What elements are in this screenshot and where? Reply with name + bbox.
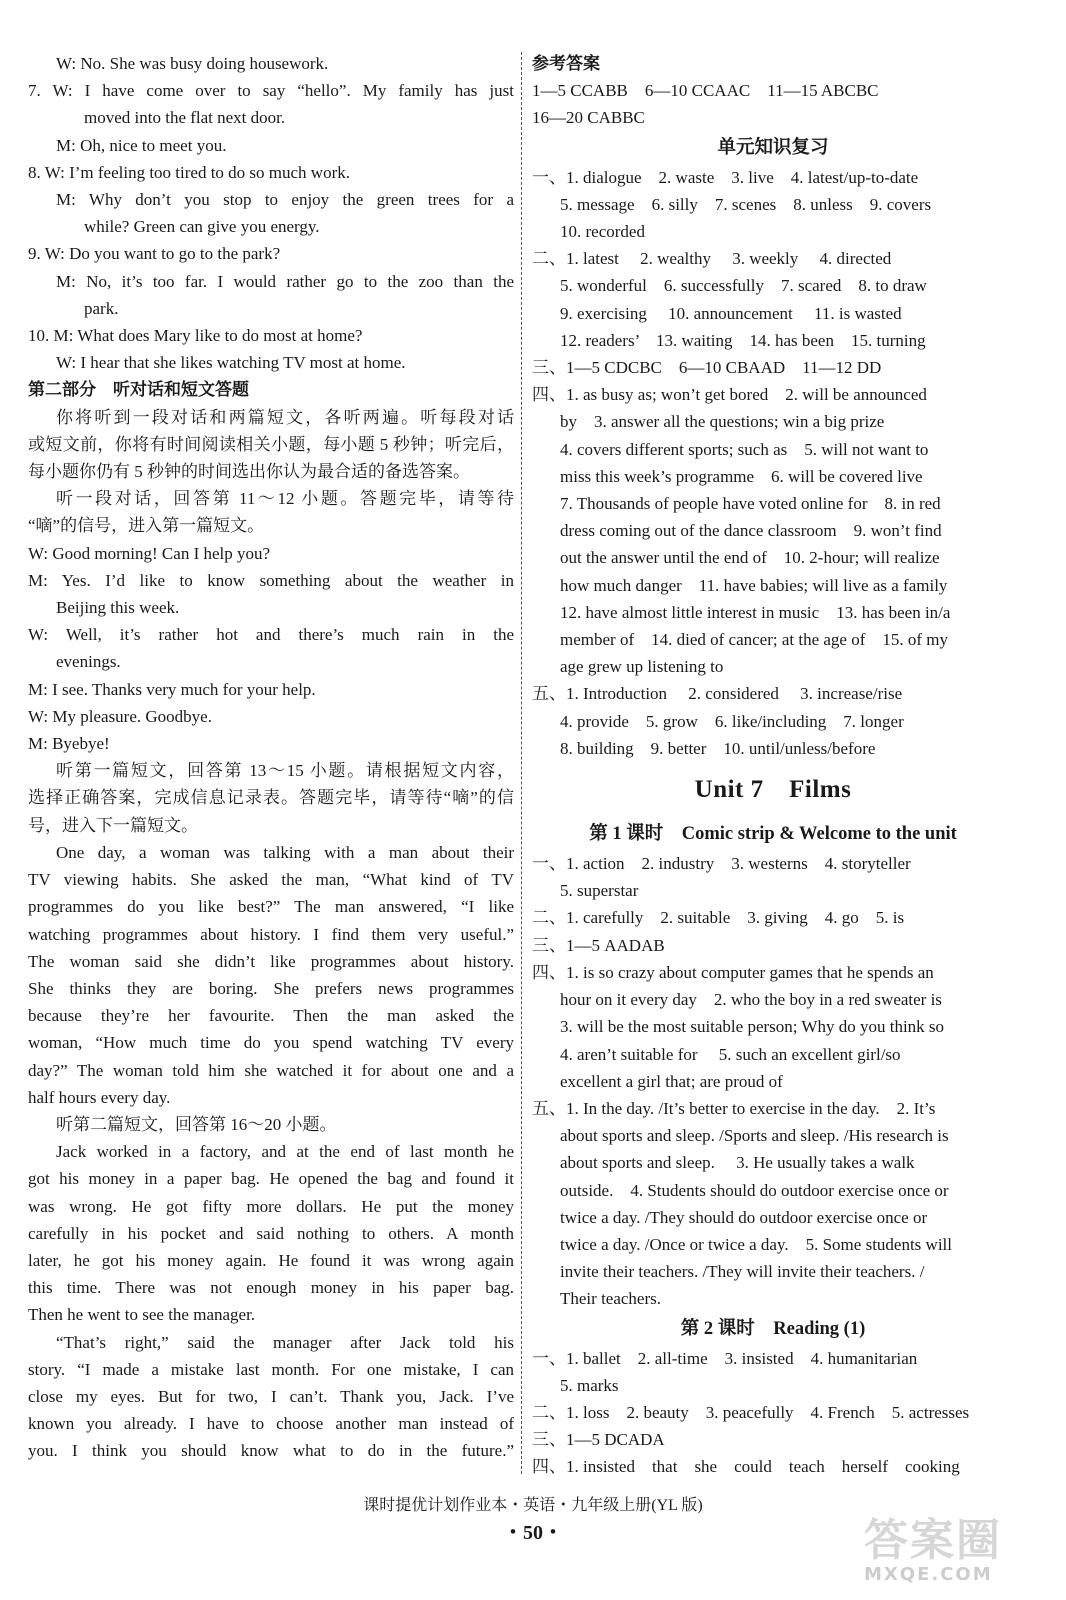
text-line: 你将听到一段对话和两篇短文，各听两遍。听每段对话 bbox=[56, 407, 514, 427]
text-line: W: I hear that she likes watching TV most at home. bbox=[56, 353, 406, 373]
text-line: watching programmes about history. I find them very useful.” bbox=[28, 924, 514, 944]
text-line: outside. 4. Students should do outdoor exercise once or bbox=[560, 1180, 949, 1200]
text-line: W: Well, it’s rather hot and there’s much rain in the bbox=[28, 625, 514, 645]
text-line: 第二部分 听对话和短文答题 bbox=[28, 380, 249, 400]
text-line: because they’re her favourite. Then the man asked the bbox=[28, 1006, 514, 1026]
text-line: woman, “How much time do you spend watching TV every bbox=[28, 1033, 514, 1053]
text-line: 三、1—5 DCADA bbox=[532, 1430, 665, 1450]
text-line: known you already. I have to choose another man instead of bbox=[28, 1414, 514, 1434]
text-line: miss this week’s programme 6. will be covered live bbox=[560, 466, 923, 486]
text-line: 二、1. carefully 2. suitable 3. giving 4. go 5. is bbox=[532, 908, 905, 928]
text-line: 三、1—5 CDCBC 6—10 CBAAD 11—12 DD bbox=[532, 358, 882, 378]
text-line: 1—5 CCABB 6—10 CCAAC 11—15 ABCBC bbox=[532, 81, 879, 101]
text-line: 8. building 9. better 10. until/unless/before bbox=[560, 738, 876, 758]
text-line: 三、1—5 AADAB bbox=[532, 935, 665, 955]
text-line: 12. have almost little interest in music 13. has been in/a bbox=[560, 602, 951, 622]
text-line: M: I see. Thanks very much for your help. bbox=[28, 679, 316, 699]
text-line: programmes do you like best?” The man answered, “I like bbox=[28, 897, 514, 917]
text-line: 4. provide 5. grow 6. like/including 7. longer bbox=[560, 711, 904, 731]
text-line: 12. readers’ 13. waiting 14. has been 15. turning bbox=[560, 330, 926, 350]
text-line: moved into the flat next door. bbox=[84, 108, 286, 128]
text-line: about sports and sleep. /Sports and sleep. /His research is bbox=[560, 1126, 949, 1146]
text-line: One day, a woman was talking with a man about their bbox=[56, 842, 514, 862]
text-line: excellent a girl that; are proud of bbox=[560, 1071, 783, 1091]
text-line: twice a day. /Once or twice a day. 5. Some students will bbox=[560, 1234, 952, 1254]
text-line: Jack worked in a factory, and at the end of last month he bbox=[56, 1142, 514, 1162]
page-number: ・50・ bbox=[503, 1522, 563, 1544]
text-line: 或短文前，你将有时间阅读相关小题，每小题 5 秒钟；听完后， bbox=[28, 434, 514, 454]
watermark-logo bbox=[864, 1515, 1054, 1592]
text-line: hour on it every day 2. who the boy in a red sweater is bbox=[560, 990, 942, 1010]
text-line: member of 14. died of cancer; at the age of 15. of my bbox=[560, 630, 949, 650]
text-line: The woman said she didn’t like programmes about history. bbox=[28, 951, 514, 971]
text-line: 第 2 课时 Reading (1) bbox=[680, 1318, 866, 1339]
right-column bbox=[532, 50, 1014, 1481]
text-line: W: Good morning! Can I help you? bbox=[28, 543, 271, 563]
text-line: 一、1. action 2. industry 3. westerns 4. storyteller bbox=[532, 854, 911, 874]
text-line: 16—20 CABBC bbox=[532, 108, 645, 128]
text-line: 5. message 6. silly 7. scenes 8. unless 9. covers bbox=[560, 194, 932, 214]
text-line: 9. exercising 10. announcement 11. is wasted bbox=[560, 303, 902, 323]
text-line: She thinks they are boring. She prefers news programmes bbox=[28, 978, 514, 998]
text-line: while? Green can give you energy. bbox=[84, 217, 320, 237]
text-line: 8. W: I’m feeling too tired to do so much work. bbox=[28, 162, 350, 182]
text-line: invite their teachers. /They will invite their teachers. / bbox=[560, 1262, 925, 1282]
text-line: 二、1. loss 2. beauty 3. peacefully 4. French 5. actresses bbox=[532, 1402, 970, 1422]
text-line: evenings. bbox=[56, 652, 121, 672]
text-line: 听第一篇短文，回答第 13～15 小题。请根据短文内容， bbox=[56, 761, 514, 781]
text-line: 4. covers different sports; such as 5. will not want to bbox=[560, 439, 929, 459]
text-line: Their teachers. bbox=[560, 1289, 661, 1309]
text-line: later, he got his money again. He found it was wrong again bbox=[28, 1250, 514, 1270]
text-line: M: No, it’s too far. I would rather go to the zoo than the bbox=[56, 271, 514, 291]
text-line: by 3. answer all the questions; win a big prize bbox=[560, 412, 885, 432]
text-line: got his money in a paper bag. He opened the bag and found it bbox=[28, 1169, 514, 1189]
text-line: 听第二篇短文，回答第 16～20 小题。 bbox=[56, 1114, 337, 1134]
text-line: was wrong. He got fifty more dollars. He put the money bbox=[28, 1196, 514, 1216]
text-line: 3. will be the most suitable person; Why do you think so bbox=[560, 1017, 945, 1037]
text-line: day?” The woman told him she watched it for about one and a bbox=[28, 1060, 514, 1080]
text-line: how much danger 11. have babies; will live as a family bbox=[560, 575, 948, 595]
text-line: story. “I made a mistake last month. For one mistake, I can bbox=[28, 1359, 514, 1379]
text-line: 参考答案 bbox=[532, 54, 600, 73]
text-line: 10. recorded bbox=[560, 222, 645, 242]
text-line: W: My pleasure. Goodbye. bbox=[28, 706, 212, 726]
text-line: twice a day. /They should do outdoor exercise once or bbox=[560, 1207, 928, 1227]
text-line: 号，进入下一篇短文。 bbox=[28, 815, 198, 835]
text-line: 听一段对话，回答第 11～12 小题。答题完毕，请等待 bbox=[56, 489, 514, 509]
text-line: 五、1. Introduction 2. considered 3. increase/rise bbox=[532, 684, 903, 704]
text-line: 选择正确答案，完成信息记录表。答题完毕，请等待“嘀”的信 bbox=[28, 788, 514, 808]
text-line: Then he went to see the manager. bbox=[28, 1305, 256, 1325]
text-line: this time. There was not enough money in his paper bag. bbox=[28, 1278, 514, 1298]
text-line: 四、1. insisted that she could teach herself cooking bbox=[532, 1457, 960, 1477]
text-line: 7. W: I have come over to say “hello”. My family has just bbox=[28, 81, 514, 101]
text-line: park. bbox=[84, 298, 119, 318]
text-line: M: Oh, nice to meet you. bbox=[56, 135, 227, 155]
text-line: 5. marks bbox=[560, 1375, 619, 1395]
text-line: 单元知识复习 bbox=[717, 137, 829, 158]
text-line: 二、1. latest 2. wealthy 3. weekly 4. directed bbox=[532, 249, 892, 269]
column-divider bbox=[521, 52, 522, 1474]
text-line: 一、1. dialogue 2. waste 3. live 4. latest/up-to-date bbox=[532, 167, 919, 187]
text-line: you. I think you should know what to do in the future.” bbox=[28, 1441, 514, 1461]
left-column bbox=[28, 50, 514, 1465]
page-footer: 课时提优计划作业本・英语・九年级上册(YL 版) bbox=[363, 1497, 703, 1514]
text-line: 9. W: Do you want to go to the park? bbox=[28, 244, 281, 264]
text-line: 四、1. is so crazy about computer games that he spends an bbox=[532, 962, 934, 982]
text-line: carefully in his pocket and said nothing to others. A month bbox=[28, 1223, 514, 1243]
text-line: dress coming out of the dance classroom 9. won’t find bbox=[560, 521, 942, 541]
text-line: Unit 7 Films bbox=[694, 776, 852, 804]
text-line: 4. aren’t suitable for 5. such an excellent girl/so bbox=[560, 1044, 901, 1064]
watermark-top: 答案圈 bbox=[864, 1515, 1002, 1566]
text-line: 第 1 课时 Comic strip & Welcome to the unit bbox=[589, 824, 957, 845]
text-line: 10. M: What does Mary like to do most at home? bbox=[28, 326, 363, 346]
text-line: close my eyes. But for two, I can’t. Thank you, Jack. I’ve bbox=[28, 1386, 514, 1406]
text-line: 7. Thousands of people have voted online for 8. in red bbox=[560, 494, 941, 514]
text-line: TV viewing habits. She asked the man, “What kind of TV bbox=[28, 870, 514, 890]
text-line: 5. superstar bbox=[560, 881, 639, 901]
text-line: about sports and sleep. 3. He usually takes a walk bbox=[560, 1153, 915, 1173]
text-line: age grew up listening to bbox=[560, 657, 724, 677]
text-line: “嘀”的信号，进入第一篇短文。 bbox=[28, 516, 265, 536]
text-line: Beijing this week. bbox=[56, 598, 180, 618]
text-line: “That’s right,” said the manager after Jack told his bbox=[56, 1332, 514, 1352]
text-line: half hours every day. bbox=[28, 1087, 171, 1107]
watermark-bottom: MXQE.COM bbox=[864, 1564, 993, 1585]
text-line: 四、1. as busy as; won’t get bored 2. will be announced bbox=[532, 385, 927, 405]
text-line: 五、1. In the day. /It’s better to exercise in the day. 2. It’s bbox=[532, 1098, 936, 1118]
text-line: M: Why don’t you stop to enjoy the green trees for a bbox=[56, 190, 514, 210]
text-line: 每小题你仍有 5 秒钟的时间选出你认为最合适的备选答案。 bbox=[28, 462, 470, 482]
text-line: 5. wonderful 6. successfully 7. scared 8. to draw bbox=[560, 276, 927, 296]
text-line: 一、1. ballet 2. all-time 3. insisted 4. humanitarian bbox=[532, 1348, 918, 1368]
text-line: out the answer until the end of 10. 2-hour; will realize bbox=[560, 548, 940, 568]
text-line: M: Yes. I’d like to know something about the weather in bbox=[28, 570, 514, 590]
text-line: W: No. She was busy doing housework. bbox=[56, 54, 329, 73]
text-line: M: Byebye! bbox=[28, 734, 110, 754]
